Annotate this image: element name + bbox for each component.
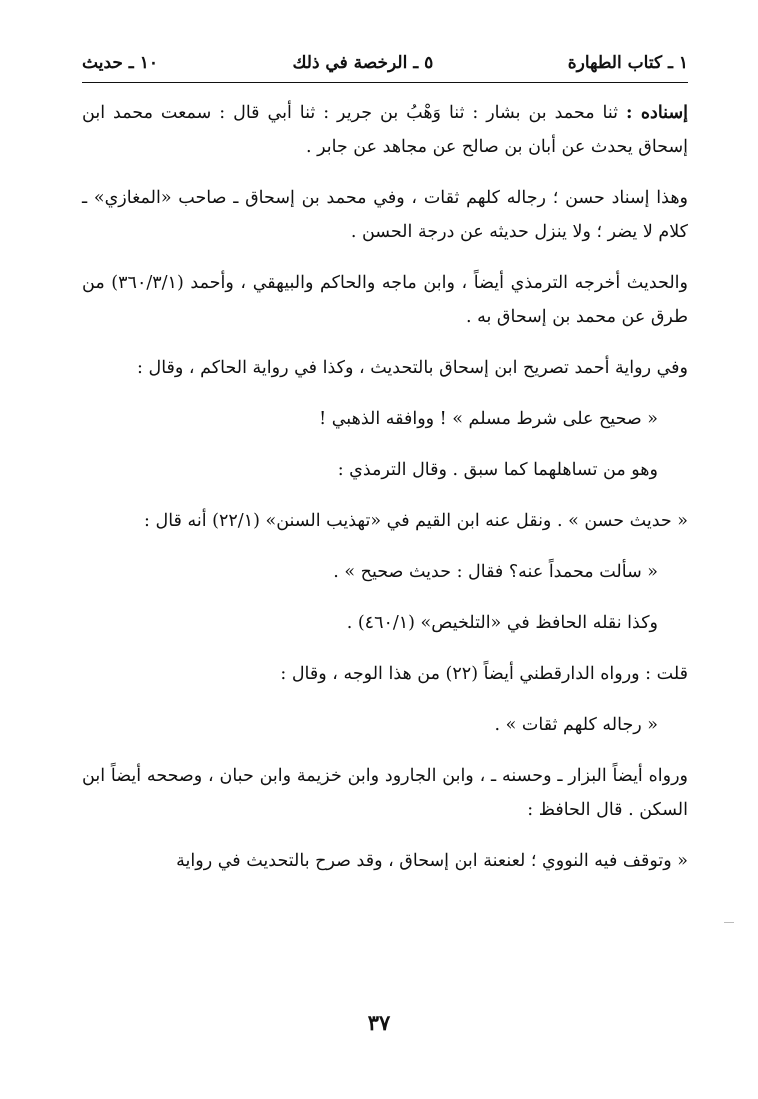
header-hadith-number: ١٠ ـ حديث [82, 53, 158, 73]
page-body [82, 96, 688, 895]
paragraph-text: « حديث حسن » . ونقل عنه ابن القيم في «تهذيب السنن» (٢٢/١) أنه قال : [144, 511, 688, 531]
paragraph-text: ورواه أيضاً البزار ـ وحسنه ـ ، وابن الجارود وابن خزيمة وابن حبان ، وصححه أيضاً ابن السكن . قال الحافظ : [82, 766, 688, 820]
paragraph-text: « سألت محمداً عنه؟ فقال : حديث صحيح » . [333, 562, 658, 582]
paragraph-text: وهذا إسناد حسن ؛ رجاله كلهم ثقات ، وفي محمد بن إسحاق ـ صاحب «المغازي» ـ كلام لا يضر ؛ ولا ينزل حديثه عن درجة الحسن . [82, 188, 688, 242]
paragraph [82, 657, 688, 691]
header-chapter-title: ٥ ـ الرخصة في ذلك [292, 53, 434, 73]
page-number: ٣٧ [367, 1010, 391, 1035]
paragraph [82, 402, 688, 436]
paragraph [82, 844, 688, 878]
paragraph-text: قلت : ورواه الدارقطني أيضاً (٢٢) من هذا الوجه ، وقال : [280, 664, 688, 684]
paragraph [82, 96, 688, 164]
paragraph [82, 266, 688, 334]
paragraph-text: ثنا محمد بن بشار : ثنا وَهْبُ بن جرير : ثنا أبي قال : سمعت محمد ابن إسحاق يحدث عن أبان بن صالح عن مجاهد عن جابر . [82, 103, 688, 157]
paragraph [82, 759, 688, 827]
paragraph-text: وكذا نقله الحافظ في «التلخيص» (٤٦٠/١) . [346, 613, 658, 633]
paragraph [82, 453, 688, 487]
paragraph [82, 181, 688, 249]
paragraph [82, 708, 688, 742]
paragraph [82, 504, 688, 538]
paragraph [82, 606, 688, 640]
header-book-title: ١ ـ كتاب الطهارة [567, 53, 688, 73]
paragraph-text: « وتوقف فيه النووي ؛ لعنعنة ابن إسحاق ، وقد صرح بالتحديث في رواية [176, 851, 688, 871]
paragraph [82, 555, 688, 589]
header-divider [82, 82, 688, 83]
paragraph [82, 351, 688, 385]
paragraph-lead: إسناده : [625, 103, 688, 123]
paragraph-text: وهو من تساهلهما كما سبق . وقال الترمذي : [337, 460, 658, 480]
paragraph-text: « رجاله كلهم ثقات » . [494, 715, 658, 735]
margin-mark [724, 922, 734, 923]
running-header [82, 46, 688, 80]
paragraph-text: والحديث أخرجه الترمذي أيضاً ، وابن ماجه والحاكم والبيهقي ، وأحمد (٣٦٠/٣/١) من طرق عن محمد بن إسحاق به . [82, 273, 688, 327]
paragraph-text: « صحيح على شرط مسلم » ! ووافقه الذهبي ! [319, 409, 658, 429]
paragraph-text: وفي رواية أحمد تصريح ابن إسحاق بالتحديث ، وكذا في رواية الحاكم ، وقال : [137, 358, 688, 378]
